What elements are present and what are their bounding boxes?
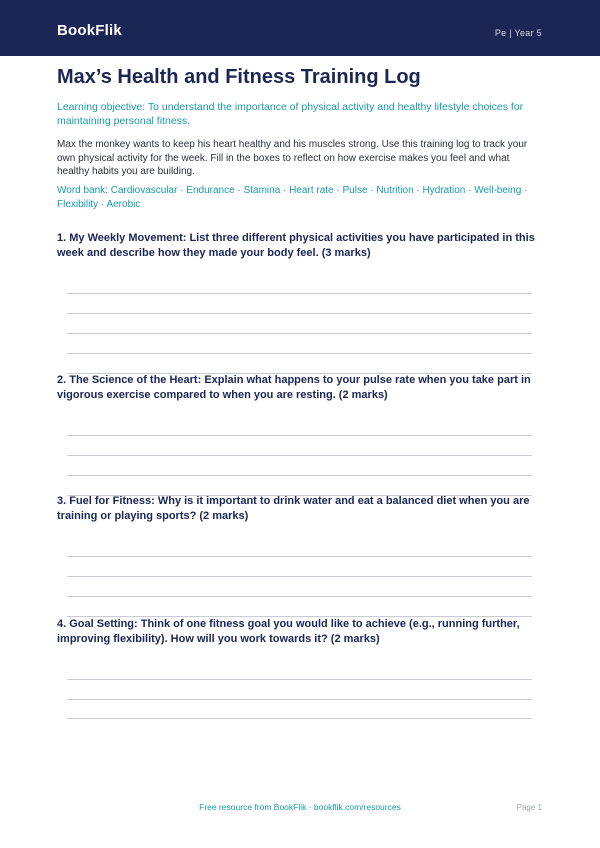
question-1: 1. My Weekly Movement: List three different physical activities you have participated in this week and describe how they made your body feel. (3 marks)	[57, 232, 535, 259]
answer-line[interactable]	[67, 679, 532, 680]
answer-line[interactable]	[67, 556, 532, 557]
page-title: Max’s Health and Fitness Training Log	[57, 66, 421, 88]
question-3: 3. Fuel for Fitness: Why is it important to drink water and eat a balanced diet when you are training or playing sports? (2 marks)	[57, 495, 530, 522]
learning-objective: Learning objective: To understand the importance of physical activity and healthy lifestyle choices for maintaining personal fitness.	[57, 101, 524, 127]
answer-line[interactable]	[67, 475, 532, 476]
answer-line[interactable]	[67, 293, 532, 294]
page-number: Page 1	[516, 803, 542, 812]
header-bar	[0, 0, 600, 56]
answer-line[interactable]	[67, 576, 532, 577]
answer-line[interactable]	[67, 313, 532, 314]
answer-line[interactable]	[67, 353, 532, 354]
answer-line[interactable]	[67, 596, 532, 597]
word-bank: Word bank: Cardiovascular · Endurance · Stamina · Heart rate · Pulse · Nutrition · Hydration · Well-being · Flexibility · Aerobic	[57, 185, 528, 210]
footer-resource-link[interactable]: Free resource from BookFlik · bookflik.com/resources	[199, 802, 401, 812]
brand-logo[interactable]: BookFlik	[57, 22, 122, 39]
question-4: 4. Goal Setting: Think of one fitness goal you would like to achieve (e.g., running further, improving flexibility). How will you work towards it? (2 marks)	[57, 618, 520, 645]
answer-line[interactable]	[67, 455, 532, 456]
question-2: 2. The Science of the Heart: Explain what happens to your pulse rate when you take part in vigorous exercise compared to when you are resting. (2 marks)	[57, 374, 531, 401]
answer-line[interactable]	[67, 718, 532, 719]
answer-line[interactable]	[67, 333, 532, 334]
subject-year-label: Pe | Year 5	[494, 28, 542, 38]
answer-line[interactable]	[67, 435, 532, 436]
answer-line[interactable]	[67, 699, 532, 700]
intro-text: Max the monkey wants to keep his heart healthy and his muscles strong. Use this training log to track your own physical activity for the week. Fill in the boxes to reflect on how exercise makes you feel and what healthy habits you are building.	[57, 139, 528, 177]
